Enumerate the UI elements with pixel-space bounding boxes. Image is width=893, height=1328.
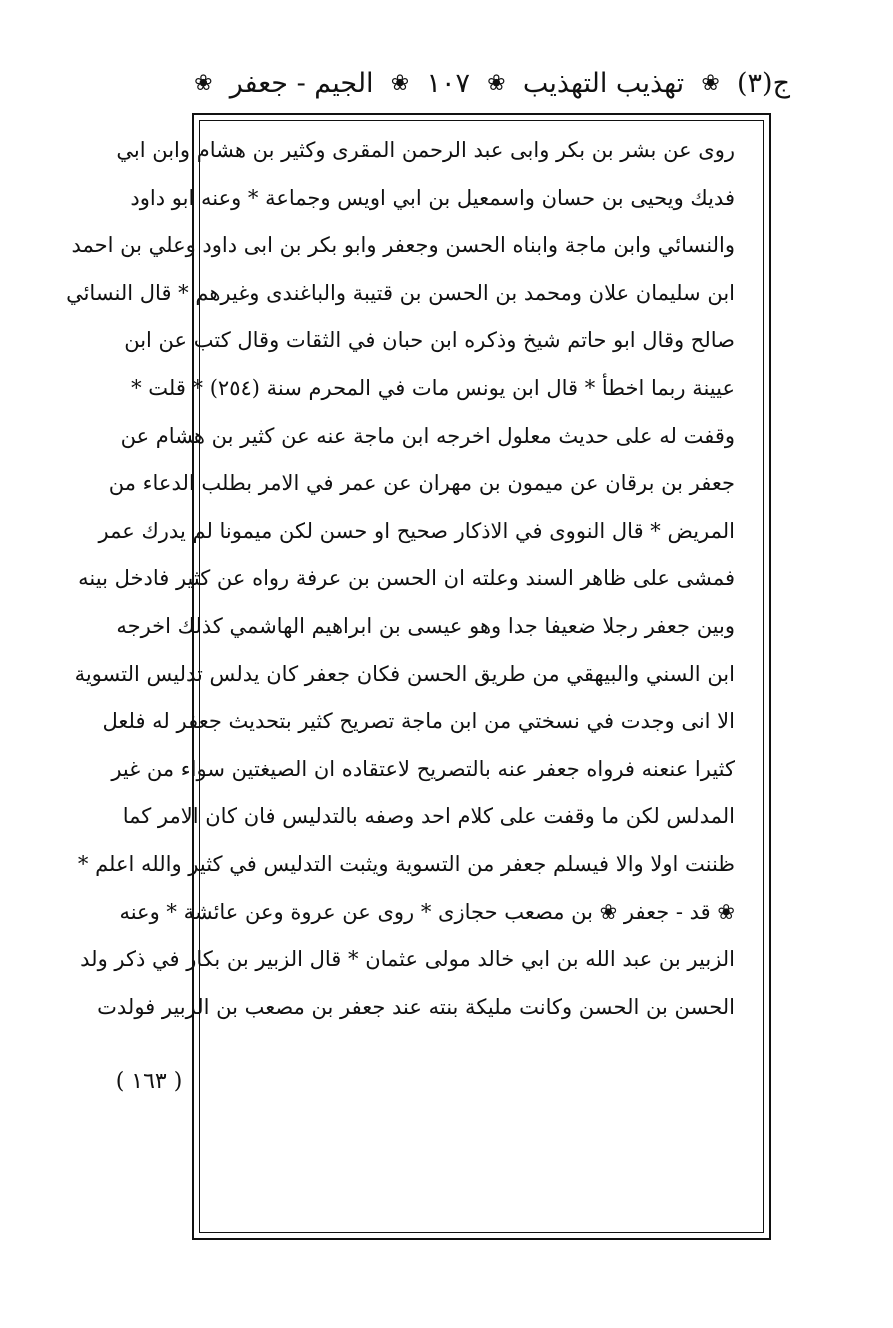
text-line: الحسن بن الحسن وكانت مليكة بنته عند جعفر بن مصعب بن الزبير فولدت: [97, 994, 735, 1019]
running-header: [190, 60, 790, 108]
text-line: ابن سليمان علان ومحمد بن الحسن بن قتيبة والباغندى وغيرهم * قال النسائي: [66, 280, 735, 305]
text-line: المدلس لكن ما وقفت على كلام احد وصفه بالتدليس فان كان الامر كما: [122, 804, 735, 829]
ornament-icon: ❀: [194, 71, 213, 96]
text-line: المريض * قال النووى في الاذكار صحيح او حسن لكن ميمونا لم يدرك عمر: [98, 518, 735, 543]
text-line: عيينة ربما اخطأ * قال ابن يونس مات في المحرم سنة (٢٥٤) * قلت *: [131, 375, 735, 400]
volume-label: ج(٣): [736, 68, 790, 99]
text-line: وبين جعفر رجلا ضعيفا جدا وهو عيسى بن ابراهيم الهاشمي كذلك اخرجه: [116, 613, 735, 638]
text-line: فديك ويحيى بن حسان واسمعيل بن ابي اويس وجماعة * وعنه ابو داود: [130, 185, 735, 210]
text-line: روى عن بشر بن بكر وابى عبد الرحمن المقرى وكثير بن هشام وابن ابي: [116, 138, 735, 162]
text-line: كثيرا عنعنه فرواه جعفر عنه بالتصريح لاعتقاده ان الصيغتين سواء من غير: [111, 756, 735, 781]
section-title: الجيم - جعفر: [229, 68, 374, 99]
text-line: والنسائي وابن ماجة وابناه الحسن وجعفر وابو بكر بن ابى داود وعلي بن احمد: [71, 233, 735, 258]
ornament-icon: ❀: [701, 71, 720, 96]
page-number: ١٠٧: [426, 68, 470, 99]
entry-number-margin: ( ١٦٣ ): [115, 1069, 183, 1094]
text-line: وقفت له على حديث معلول اخرجه ابن ماجة عنه عن كثير بن هشام عن: [120, 423, 735, 448]
ornament-icon: ❀: [390, 71, 410, 96]
text-line: ابن السني والبيهقي من طريق الحسن فكان جعفر كان يدلس تدليس التسوية: [74, 661, 735, 686]
text-line: صالح وقال ابو حاتم شيخ وذكره ابن حبان في الثقات وقال كتب عن ابن: [124, 328, 735, 353]
ornament-icon: ❀: [487, 71, 506, 96]
text-line: فمشى على ظاهر السند وعلته ان الحسن بن عرفة رواه عن كثير فادخل بينه: [78, 566, 735, 591]
book-title: تهذيب التهذيب: [522, 68, 685, 99]
entry-heading-line: ❀ قد - جعفر ❀ بن مصعب حجازى * روى عن عروة وعن عائشة * وعنه: [119, 899, 735, 924]
text-line: الزبير بن عبد الله بن ابي خالد مولى عثمان * قال الزبير بن بكار في ذكر ولد: [80, 947, 735, 972]
text-line: الا انى وجدت في نسختي من ابن ماجة تصريح كثير بتحديث جعفر له فلعل: [102, 709, 735, 734]
text-line: جعفر بن برقان عن ميمون بن مهران عن عمر في الامر بطلب الدعاء من: [108, 471, 735, 496]
text-line: ظننت اولا والا فيسلم جعفر من التسوية ويثبت التدليس في كثير والله اعلم *: [77, 851, 735, 876]
